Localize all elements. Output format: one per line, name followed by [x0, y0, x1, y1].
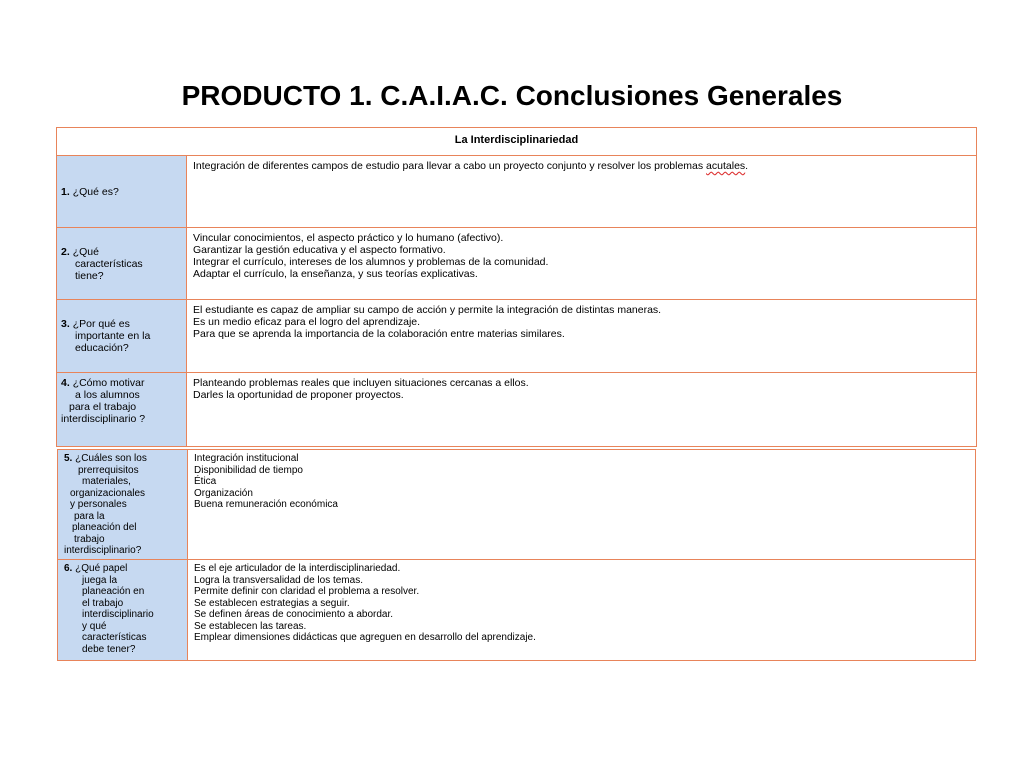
answer-line: Permite definir con claridad el problema a resolver. — [194, 586, 420, 597]
table-row — [58, 450, 976, 560]
question-text: materiales, — [82, 476, 131, 487]
answer-line: Vincular conocimientos, el aspecto práctico y lo humano (afectivo). — [193, 232, 504, 244]
question-number: 6. — [64, 563, 73, 574]
question-text: interdisciplinario? — [64, 545, 142, 556]
answer-text: Integración de diferentes campos de estudio para llevar a cabo un proyecto conjunto y resolver los problemas — [193, 160, 707, 172]
answer-line: Se definen áreas de conocimiento a abordar. — [194, 609, 394, 620]
table-row — [57, 156, 977, 228]
answer-line: Organización — [194, 487, 253, 499]
table-upper — [56, 127, 977, 447]
question-text: tiene? — [75, 269, 104, 282]
question-cell — [57, 228, 187, 300]
answer-line: Adaptar el currículo, la enseñanza, y sus teorías explicativas. — [193, 268, 478, 280]
answer-line: Es un medio eficaz para el logro del aprendizaje. — [193, 316, 421, 328]
answer-line: Buena remuneración económica — [194, 499, 338, 510]
answer-line: Darles la oportunidad de proponer proyectos. — [193, 389, 404, 401]
answer-cell — [187, 373, 977, 447]
table-row — [57, 373, 977, 447]
question-text: para la — [74, 510, 105, 522]
question-text: educación? — [75, 342, 129, 354]
question-text: juega la — [82, 574, 118, 586]
question-text: importante en la — [75, 330, 151, 342]
answer-line: Garantizar la gestión educativa y el aspecto formativo. — [193, 244, 446, 256]
question-text: ¿Qué — [72, 245, 99, 258]
question-text: ¿Por qué es — [72, 318, 130, 330]
answer-line: Disponibilidad de tiempo — [194, 464, 303, 476]
question-text: interdisciplinario — [82, 609, 154, 620]
answer-line: Para que se aprenda la importancia de la colaboración entre materias similares. — [193, 328, 565, 340]
table-lower — [57, 449, 976, 661]
question-text: debe tener? — [82, 643, 136, 655]
question-number: 5. — [64, 453, 73, 464]
answer-line: Planteando problemas reales que incluyen situaciones cercanas a ellos. — [193, 377, 529, 389]
question-text: planeación en — [82, 586, 145, 597]
question-text: organizacionales — [70, 487, 146, 499]
question-number: 4. — [61, 377, 70, 389]
answer-cell — [188, 560, 976, 661]
answer-cell — [187, 300, 977, 373]
answer-cell — [187, 156, 977, 228]
answer-line: El estudiante es capaz de ampliar su campo de acción y permite la integración de distintas maneras. — [193, 304, 662, 316]
answer-line: Integrar el currículo, intereses de los alumnos y problemas de la comunidad. — [193, 256, 549, 268]
question-text: prerrequisitos — [78, 464, 139, 476]
question-text: trabajo — [74, 533, 105, 545]
question-number: 1. — [61, 185, 70, 198]
question-text: características — [75, 257, 143, 270]
misspelled-word: acutales — [706, 160, 746, 172]
page-title: PRODUCTO 1. C.A.I.A.C. Conclusiones Generales — [181, 80, 843, 111]
question-cell — [57, 156, 187, 228]
question-text: y qué — [82, 620, 107, 632]
question-text: características — [82, 632, 147, 643]
answer-line — [193, 160, 970, 172]
table-row — [58, 560, 976, 661]
question-number: 2. — [61, 245, 70, 258]
question-cell — [57, 300, 187, 373]
question-text: planeación del — [72, 522, 137, 533]
question-text: interdisciplinario ? — [61, 413, 146, 425]
answer-line: Integración institucional — [194, 453, 299, 464]
question-text: y personales — [70, 499, 127, 510]
question-text: ¿Cuáles son los — [75, 453, 147, 464]
answer-line: Se establecen estrategias a seguir. — [194, 597, 350, 609]
question-text: ¿Cómo motivar — [72, 377, 145, 389]
question-text: para el trabajo — [69, 401, 137, 413]
answer-line: Logra la transversalidad de los temas. — [194, 574, 363, 586]
table-header: La Interdisciplinariedad — [57, 128, 977, 156]
question-number: 3. — [61, 318, 70, 330]
question-text: ¿Qué es? — [72, 185, 119, 198]
answer-punct: . — [745, 160, 749, 172]
question-text: ¿Qué papel — [75, 563, 128, 574]
question-cell — [58, 450, 188, 560]
interdisciplinarity-table-upper — [56, 127, 977, 447]
question-cell — [57, 373, 187, 447]
answer-cell — [188, 450, 976, 560]
question-cell — [58, 560, 188, 661]
answer-line: Se establecen las tareas. — [194, 620, 307, 632]
interdisciplinarity-table-lower — [57, 449, 976, 661]
answer-cell — [187, 228, 977, 300]
answer-line: Es el eje articulador de la interdisciplinariedad. — [194, 563, 401, 574]
table-row — [57, 228, 977, 300]
question-text: el trabajo — [82, 597, 124, 609]
answer-line: Ética — [194, 476, 217, 487]
answer-line: Emplear dimensiones didácticas que agreguen en desarrollo del aprendizaje. — [194, 632, 536, 643]
table-row — [57, 300, 977, 373]
question-text: a los alumnos — [75, 389, 140, 401]
